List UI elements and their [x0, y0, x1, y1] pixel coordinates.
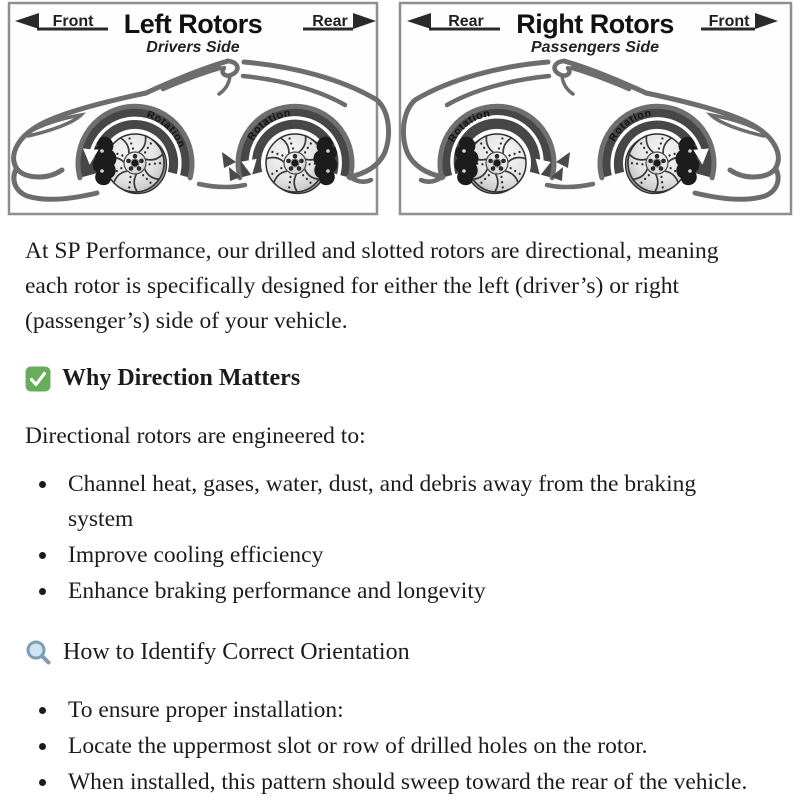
left-panel-title: Left Rotors — [123, 9, 263, 39]
list-item: • Improve cooling efficiency — [59, 538, 759, 573]
section-heading-identify-orientation — [25, 636, 762, 669]
front-direction-label: Front — [708, 13, 750, 30]
rotor-direction-diagram — [0, 0, 800, 218]
list-item: • When installed, this pattern should sweep toward the rear of the vehicle. — [59, 765, 759, 800]
left-rotors-panel — [9, 3, 389, 214]
list-item: • Channel heat, gases, water, dust, and debris away from the braking system — [59, 467, 759, 537]
front-direction-label: Front — [52, 13, 94, 30]
installation-steps-list — [25, 693, 759, 800]
list-item: • Locate the uppermost slot or row of drilled holes on the rotor. — [59, 729, 759, 764]
article-body — [0, 234, 800, 800]
left-panel-subtitle: Drivers Side — [146, 39, 240, 56]
section-heading-text: Why Direction Matters — [62, 365, 301, 391]
rear-direction-label: Rear — [448, 13, 484, 30]
right-panel-subtitle: Passengers Side — [530, 39, 660, 56]
list-item: • Enhance braking performance and longevity — [59, 574, 759, 609]
check-mark-icon — [25, 366, 51, 392]
rotation-label-rear: Rotation — [245, 106, 292, 143]
rear-direction-label: Rear — [312, 13, 348, 30]
right-panel-title: Right Rotors — [516, 9, 674, 39]
section-heading-why-direction — [25, 362, 762, 395]
right-rotors-panel — [400, 3, 791, 214]
section-heading-text: How to Identify Correct Orientation — [63, 639, 410, 665]
magnifying-glass-icon — [25, 639, 52, 666]
rotation-label-rear: Rotation — [446, 107, 492, 145]
lead-paragraph: Directional rotors are engineered to: — [25, 423, 366, 449]
rotation-label-front: Rotation — [606, 107, 653, 144]
list-item: • To ensure proper installation: — [59, 693, 759, 728]
benefits-list — [25, 467, 759, 609]
rotation-label-front: Rotation — [145, 108, 188, 150]
intro-paragraph: At SP Performance, our drilled and slotted rotors are directional, meaning each rotor is specifically designed for either the left (driver’s) or right (passenger’s) side of your vehicle. — [25, 238, 719, 334]
